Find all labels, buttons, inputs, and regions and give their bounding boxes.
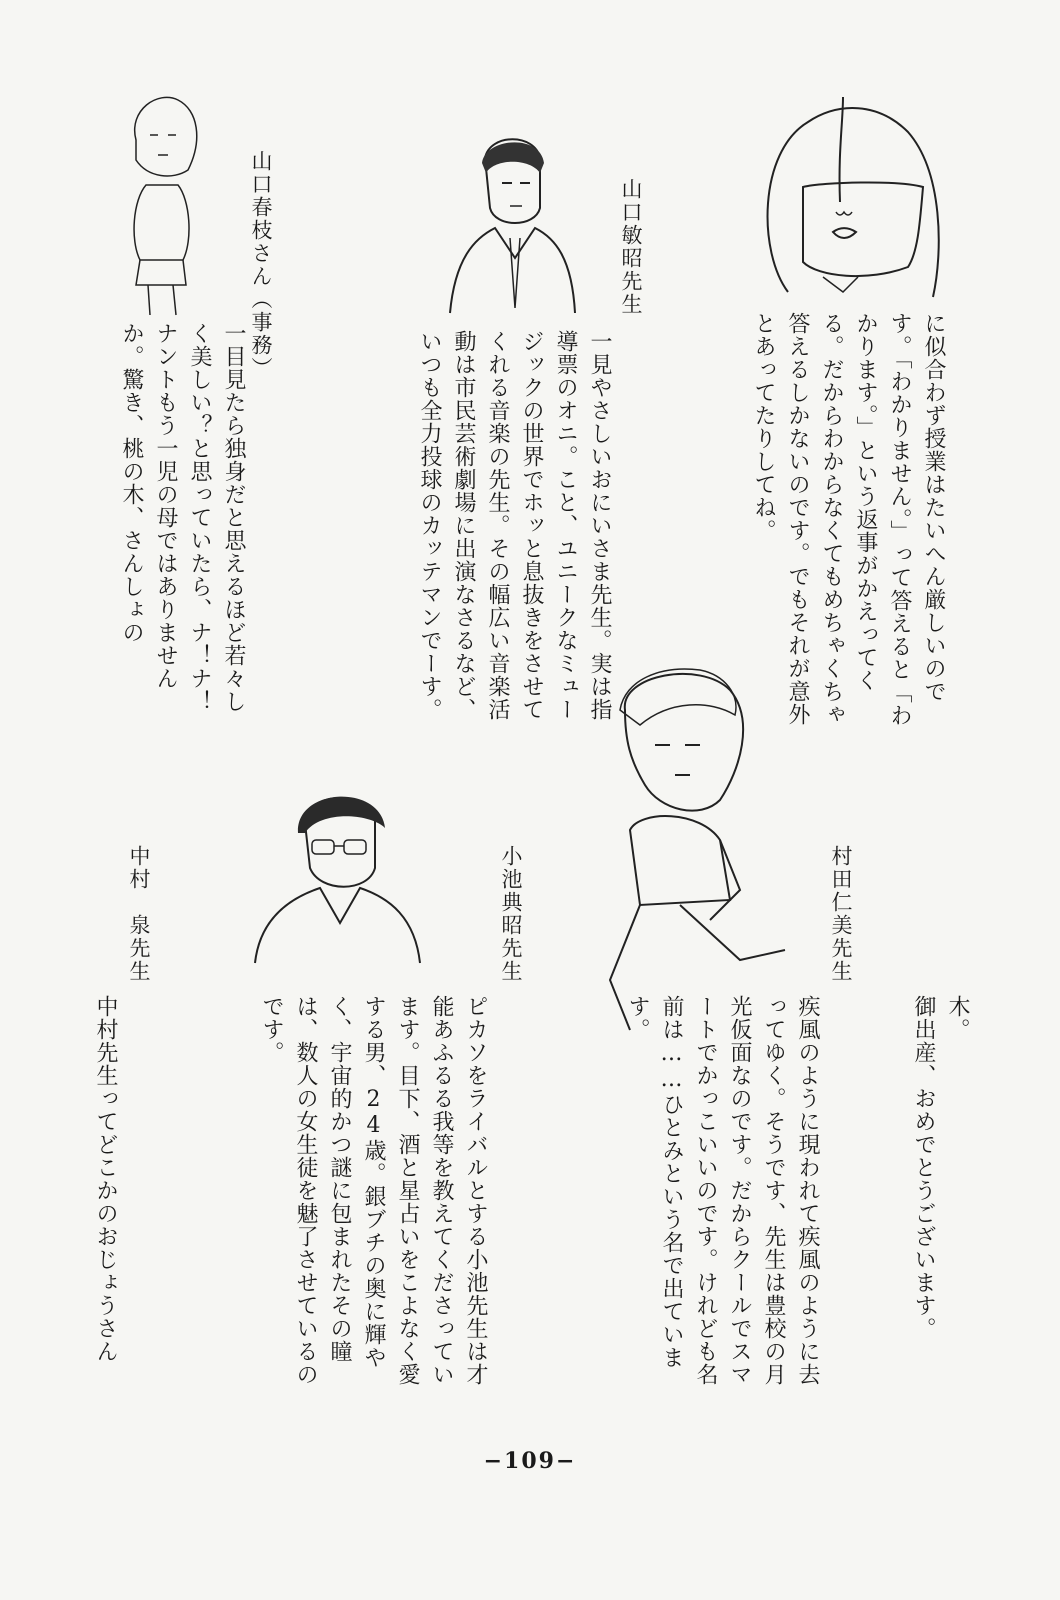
girl-face-drawing-icon bbox=[748, 92, 948, 307]
man-glasses-drawing-icon bbox=[250, 788, 430, 968]
column-3-text: 一目見たら独身だと思えるほど若々しく美しい？と思っていたら、ナ！ナ！ナントもう一児の母ではありませんか。驚き、桃の木、さんしょの bbox=[119, 322, 246, 713]
name-yamaguchi-toshiaki: 山口敏昭先生 bbox=[619, 178, 643, 316]
column-2-text: 一見やさしいおにいさま先生。実は指導票のオニ。こと、ユニークなミュージックの世界でホッと息抜きをさせてくれる音楽の先生。その幅広い音楽活動は市民芸術劇場に出演なさるなど、いつも全力投球のカッテマンでーす。 bbox=[417, 330, 612, 721]
column-5-text: 疾風のように現われて疾風のように去ってゆく。そうです、先生は豊校の月光仮面なのです。だからクールでスマートでかっこいいのです。けれども名前は……ひとみという名で出ています。 bbox=[625, 995, 820, 1386]
name-koike-noriaki: 小池典昭先生 bbox=[499, 845, 523, 983]
column-4-text: 木。 御出産、おめでとうございます。 bbox=[911, 995, 970, 1340]
woman-standing-drawing-icon bbox=[118, 90, 208, 320]
name-nakamura-izumi: 中村 泉先生 bbox=[127, 845, 151, 983]
page-number: −109− bbox=[483, 1448, 577, 1474]
man-suit-drawing-icon bbox=[440, 128, 580, 318]
name-murata-hitomi: 村田仁美先生 bbox=[829, 845, 853, 983]
column-6-text: ピカソをライバルとする小池先生は才能あふるる我等を教えてくださっています。目下、酒と星占いをこよなく愛する男、24歳。銀ブチの奥に輝やく、宇宙的かつ謎に包まれたその瞳は、数人の女生徒を魅了させているのです。 bbox=[259, 995, 488, 1386]
name-yamaguchi-harue: 山口春枝さん（事務） bbox=[249, 150, 273, 380]
column-1-text: に似合わず授業はたいへん厳しいのです。「わかりません。」って答えると「わかります。」という返事がかえってくる。だからわからなくてもめちゃくちゃ答えるしかないのです。でもそれが意外とあってたりしてね。 bbox=[751, 312, 946, 727]
column-7-text: 中村先生ってどこかのおじょうさん bbox=[93, 995, 118, 1363]
